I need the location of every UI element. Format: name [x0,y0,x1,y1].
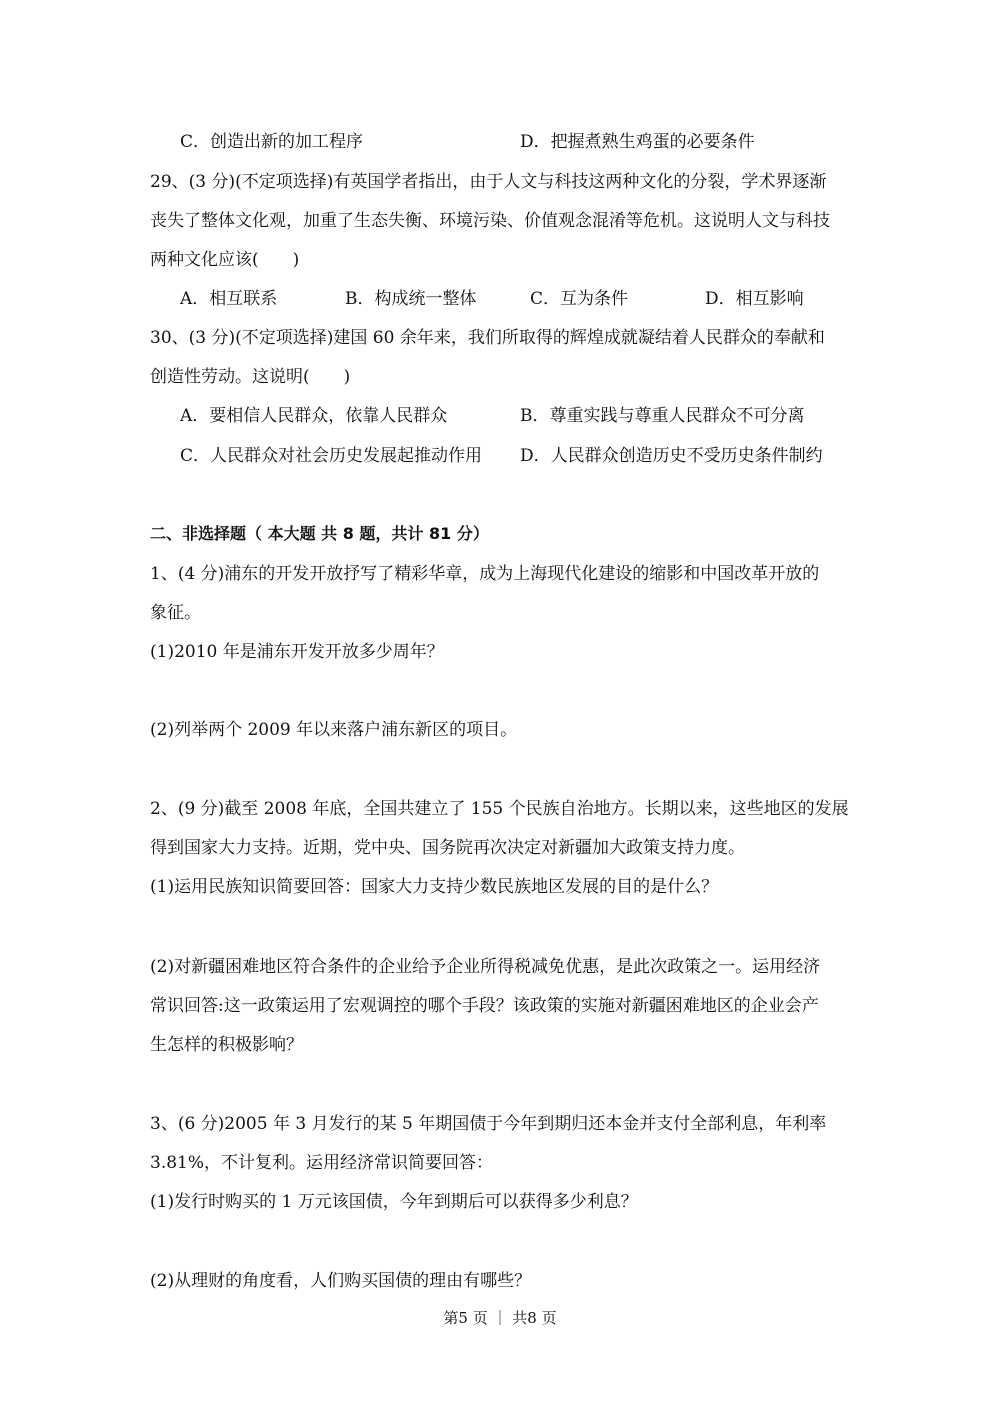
q28-option-d: D．把握煮熟生鸡蛋的必要条件 [520,132,755,152]
q30-stem-line-1: 30、(3 分)(不定项选择)建国 60 余年来，我们所取得的辉煌成就凝结着人民群众的奉献和 [150,328,825,348]
q29-stem-line-2: 丧失了整体文化观，加重了生态失衡、环境污染、价值观念混淆等危机。这说明人文与科技 [150,211,830,231]
p3-stem-line-2: 3.81%，不计复利。运用经济常识简要回答： [150,1153,494,1173]
q30-option-c: C．人民群众对社会历史发展起推动作用 [180,446,483,466]
p2-stem-line-1: 2、(9 分)截至 2008 年底，全国共建立了 155 个民族自治地方。长期以来，这些地区的发展 [150,799,849,819]
q29-option-c: C．互为条件 [530,289,629,309]
q30-option-b: B．尊重实践与尊重人民群众不可分离 [520,406,805,426]
q29-option-d: D．相互影响 [705,289,804,309]
q28-option-c: C．创造出新的加工程序 [180,132,364,152]
q29-option-a: A．相互联系 [180,289,278,309]
q30-option-d: D．人民群众创造历史不受历史条件制约 [520,446,823,466]
p3-subquestion-1: (1)发行时购买的 1 万元该国债，今年到期后可以获得多少利息？ [150,1192,638,1212]
p2-subquestion-1: (1)运用民族知识简要回答：国家大力支持少数民族地区发展的目的是什么？ [150,877,719,897]
q29-stem-line-1: 29、(3 分)(不定项选择)有英国学者指出，由于人文与科技这两种文化的分裂，学术界逐渐 [150,172,827,192]
p1-subquestion-2: (2)列举两个 2009 年以来落户浦东新区的项目。 [150,720,518,740]
q29-option-b: B．构成统一整体 [345,289,477,309]
section-heading: 二、非选择题（ 本大题 共 8 题，共计 81 分） [150,524,489,543]
q30-stem-line-2: 创造性劳动。这说明( ) [150,367,351,387]
p1-stem-line-2: 象征。 [150,603,201,623]
p1-stem-line-1: 1、(4 分)浦东的开发开放抒写了精彩华章，成为上海现代化建设的缩影和中国改革开放的 [150,564,820,584]
p2-subquestion-2-line-2: 常识回答:这一政策运用了宏观调控的哪个手段？该政策的实施对新疆困难地区的企业会产 [150,996,819,1016]
p3-subquestion-2: (2)从理财的角度看，人们购买国债的理由有哪些？ [150,1271,532,1291]
p3-stem-line-1: 3、(6 分)2005 年 3 月发行的某 5 年期国债于今年到期归还本金并支付全部利息，年利率 [150,1114,827,1134]
p2-subquestion-2-line-1: (2)对新疆困难地区符合条件的企业给予企业所得税减免优惠，是此次政策之一。运用经济 [150,957,821,977]
q29-stem-line-3: 两种文化应该( ) [150,250,300,270]
p1-subquestion-1: (1)2010 年是浦东开发开放多少周年？ [150,642,444,662]
p2-subquestion-2-line-3: 生怎样的积极影响？ [150,1035,303,1055]
page-number-footer: 第5 页 ｜ 共8 页 [443,1309,557,1327]
q30-option-a: A．要相信人民群众，依靠人民群众 [180,406,448,426]
p2-stem-line-2: 得到国家大力支持。近期，党中央、国务院再次决定对新疆加大政策支持力度。 [150,838,745,858]
